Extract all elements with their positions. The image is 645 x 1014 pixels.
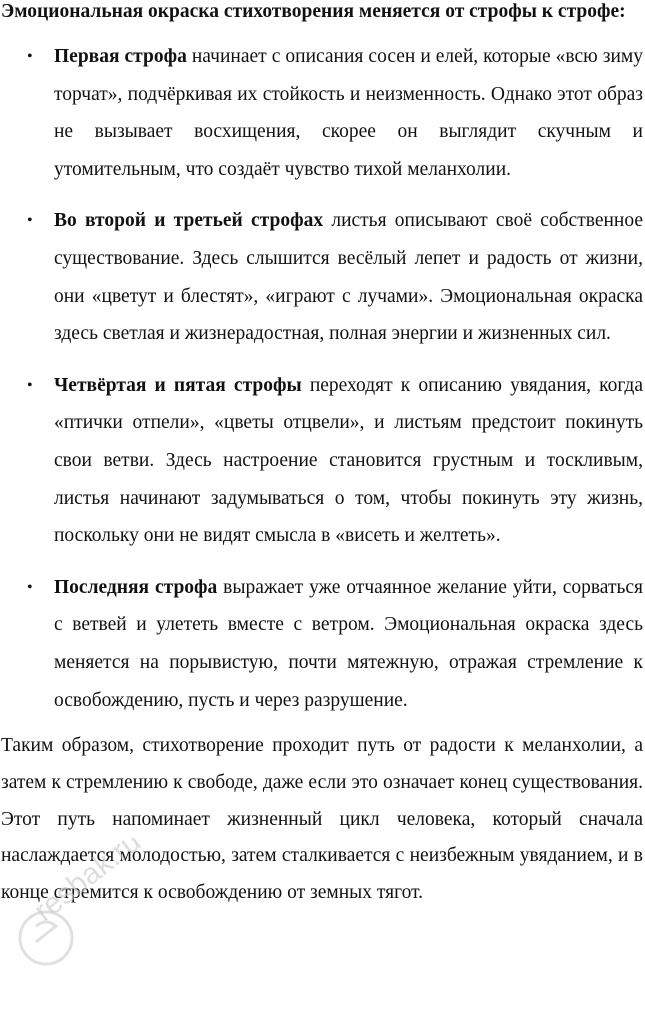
bullet-lead: Четвёртая и пятая строфы: [54, 374, 302, 396]
conclusion-paragraph: Таким образом, стихотворение проходит путь от радости к меланхолии, а затем к стремлению к свободе, даже если это означает конец существования. Этот путь напоминает жизненный цикл человека, который сначала наслаждается молодостью, затем сталкивается с неизбежным увяданием, и в конце стремится к освобождению от земных тягот.: [1, 735, 643, 904]
bullet-icon: •: [27, 578, 33, 596]
svg-text:resbak.ru: resbak.ru: [28, 838, 147, 928]
bullet-icon: •: [27, 48, 33, 65]
list-item: [0, 202, 645, 352]
bullet-lead: Во второй и третьей строфах: [54, 210, 324, 232]
bullet-text: выражает уже отчаянное желание уйти, сорваться с ветвей и улететь вместе с ветром. Эмоциональная окраска здесь меняется на порывистую, почти мятежную, отражая стремление к освобождению, пусть и через разрушение.: [54, 576, 643, 711]
bullet-text: начинает с описания сосен и елей, которые «всю зиму торчат», подчёркивая их стойкость и неизменность. Однако этот образ не вызывает восхищения, скорее он выглядит скучным и утомительным, что создаёт чувство тихой меланхолии.: [54, 46, 643, 180]
bullet-lead: Первая строфа: [54, 46, 187, 67]
list-item: [0, 367, 645, 555]
intro-paragraph: Эмоциональная окраска стихотворения меняется от строфы к строфе:: [1, 1, 626, 22]
stanza-list: [0, 38, 645, 719]
bullet-text: листья описывают своё собственное существование. Здесь слышится весёлый лепет и радость от жизни, они «цветут и блестят», «играют с лучами». Эмоциональная окраска здесь светлая и жизнерадостная, полная энергии и жизненных сил.: [54, 210, 643, 345]
list-item: [0, 38, 645, 188]
bullet-icon: •: [27, 212, 33, 230]
bullet-text: переходят к описанию увядания, когда «птички отпели», «цветы отцвели», и листьям предстоит покинуть свои ветви. Здесь настроение становится грустным и тоскливым, листья начинают задумываться о том, чтобы покинуть эту жизнь, поскольку они не видят смысла в «висеть и желтеть».: [54, 374, 643, 547]
bullet-lead: Последняя строфа: [54, 576, 218, 598]
list-item: [0, 569, 645, 719]
bullet-icon: •: [27, 376, 33, 394]
